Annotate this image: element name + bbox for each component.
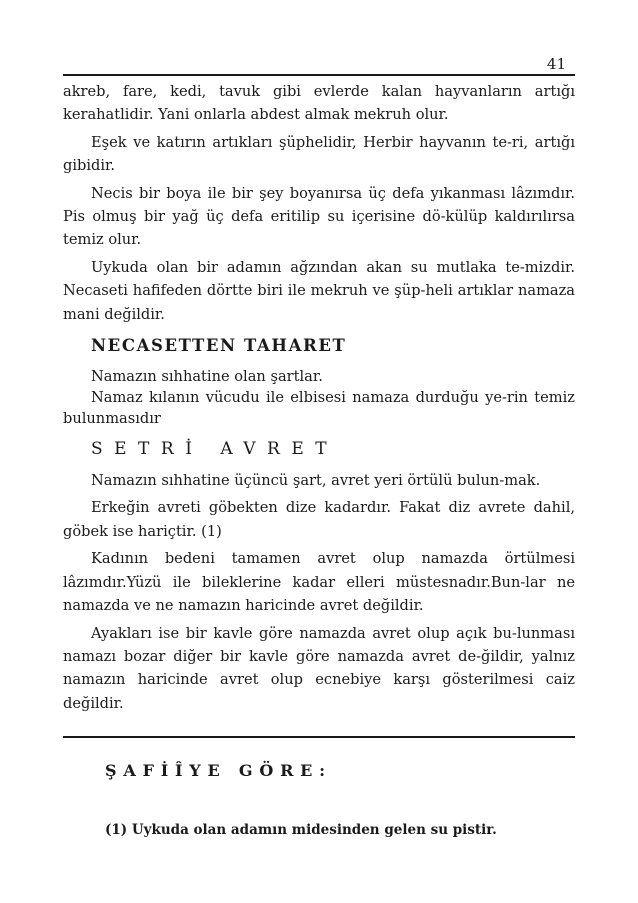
paragraph: Namaz kılanın vücudu ile elbisesi namaza durduğu ye-rin temiz bulunmasıdır [63, 389, 575, 428]
page-number: 41 [546, 55, 566, 73]
section-heading: SETRİ AVRET [91, 439, 339, 460]
paragraph: Eşek ve katırın artıkları şüphelidir, Herbir hayvanın te-ri, artığı gibidir. [63, 133, 575, 175]
paragraph: akreb, fare, kedi, tavuk gibi evlerde kalan hayvanların artığı kerahatlidir. Yani onlarla abdest almak mekruh olur. [63, 83, 575, 124]
paragraph: Kadının bedeni tamamen avret olup namazda örtülmesi lâzımdır.Yüzü ile bileklerine kadar elleri müstesnadır.Bun-lar ne namazda ve ne namazın haricinde avret değildir. [63, 550, 575, 615]
paragraph: Erkeğin avreti göbekten dize kadardır. Fakat diz avrete dahil, göbek ise hariçtir. (1) [63, 499, 575, 540]
paragraph: Namazın sıhhatine olan şartlar. [91, 368, 323, 386]
paragraph: Namazın sıhhatine üçüncü şart, avret yeri örtülü bulun-mak. [91, 472, 541, 490]
section-heading: NECASETTEN TAHARET [91, 336, 347, 356]
paragraph: Necis bir boya ile bir şey boyanırsa üç defa yıkanması lâzımdır. Pis olmuş bir yağ üç defa eritilip su içerisine dö-külüp kaldırılırsa temiz olur. [63, 184, 575, 249]
top-rule [63, 74, 575, 76]
paragraph: Ayakları ise bir kavle göre namazda avret olup açık bu-lunması namazı bozar diğer bir kavle göre namazda avret de-ğildir, yalnız namazın haricinde avret olup ecnebiye karşı gösterilmesi caiz değildir. [63, 624, 575, 712]
footnote: (1) Uykuda olan adamın midesinden gelen su pistir. [105, 822, 497, 838]
bottom-rule [63, 736, 575, 738]
paragraph: Uykuda olan bir adamın ağzından akan su mutlaka te-mizdir. Necaseti hafifeden dörtte biri ile mekruh ve şüp-heli artıklar namaza mani değildir. [63, 258, 575, 323]
page-body [63, 80, 575, 719]
section-title: ŞAFİÎYE GÖRE: [105, 761, 332, 780]
